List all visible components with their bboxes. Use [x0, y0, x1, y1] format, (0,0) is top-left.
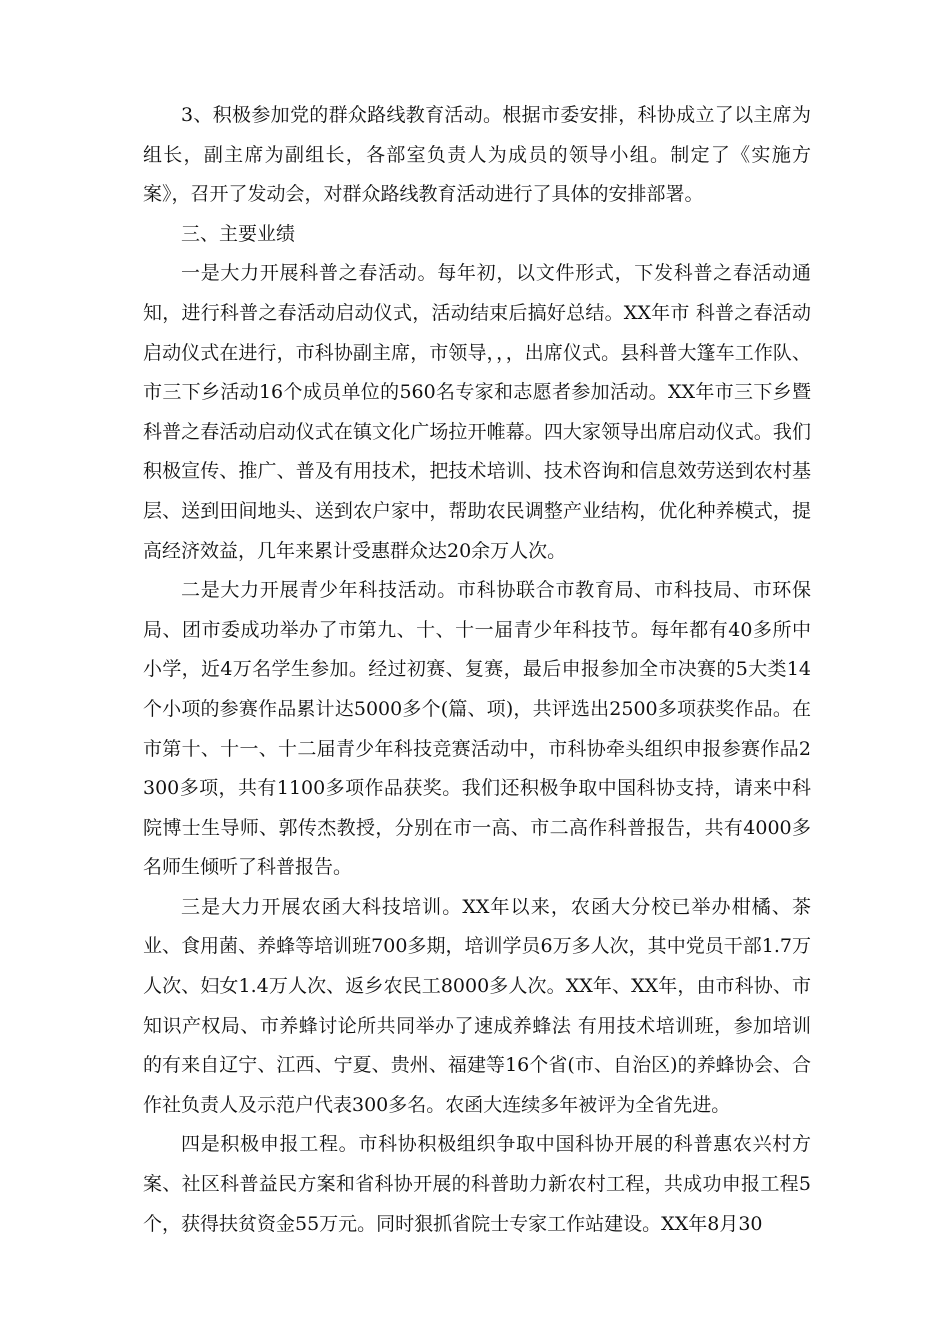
paragraph-farm-training: 三是大力开展农函大科技培训。XX年以来，农函大分校已举办柑橘、茶业、食用菌、养蜂等培训班700多期，培训学员6万多人次，其中党员干部1.7万人次、妇女1.4万人次、返乡农民工8000多人次。XX年、XX年，由市科协、市知识产权局、市养蜂讨论所共同举办了速成养蜂法 有用技术培训班，参加培训的有来自辽宁、江西、宁夏、贵州、福建等16个省(市、自治区)的养蜂协会、合作社负责人及示范户代表300多名。农函大连续多年被评为全省先进。 [143, 895, 811, 1116]
document-body [143, 96, 811, 1244]
section-heading-main-achievements: 三、主要业绩 [181, 222, 296, 245]
paragraph-project-application: 四是积极申报工程。市科协积极组织争取中国科协开展的科普惠农兴村方案、社区科普益民方案和省科协开展的科普助力新农村工程，共成功申报工程5个，获得扶贫资金55万元。同时狠抓省院士专家工作站建设。XX年8月30 [143, 1133, 811, 1235]
paragraph-education-activity: 3、积极参加党的群众路线教育活动。根据市委安排，科协成立了以主席为组长，副主席为副组长，各部室负责人为成员的领导小组。制定了《实施方案》，召开了发动会，对群众路线教育活动进行了具体的安排部署。 [143, 104, 811, 206]
paragraph-science-spring: 一是大力开展科普之春活动。每年初，以文件形式，下发科普之春活动通知，进行科普之春活动启动仪式，活动结束后搞好总结。XX年市 科普之春活动启动仪式在进行，市科协副主席，市领导，，，出席仪式。县科普大篷车工作队、市三下乡活动16个成员单位的560名专家和志愿者参加活动。XX年市三下乡暨科普之春活动启动仪式在镇文化广场拉开帷幕。四大家领导出席启动仪式。我们积极宣传、推广、普及有用技术，把技术培训、技术咨询和信息效劳送到农村基层、送到田间地头、送到农户家中，帮助农民调整产业结构，优化种养模式，提高经济效益，几年来累计受惠群众达20余万人次。 [143, 262, 811, 562]
paragraph-youth-science: 二是大力开展青少年科技活动。市科协联合市教育局、市科技局、市环保局、团市委成功举办了市第九、十、十一届青少年科技节。每年都有40多所中小学，近4万名学生参加。经过初赛、复赛，最后申报参加全市决赛的5大类14个小项的参赛作品累计达5000多个(篇、项)，共评选出2500多项获奖作品。在市第十、十一、十二届青少年科技竞赛活动中，市科协牵头组织申报参赛作品2300多项，共有1100多项作品获奖。我们还积极争取中国科协支持，请来中科院博士生导师、郭传杰教授，分别在市一高、市二高作科普报告，共有4000多名师生倾听了科普报告。 [143, 579, 811, 879]
